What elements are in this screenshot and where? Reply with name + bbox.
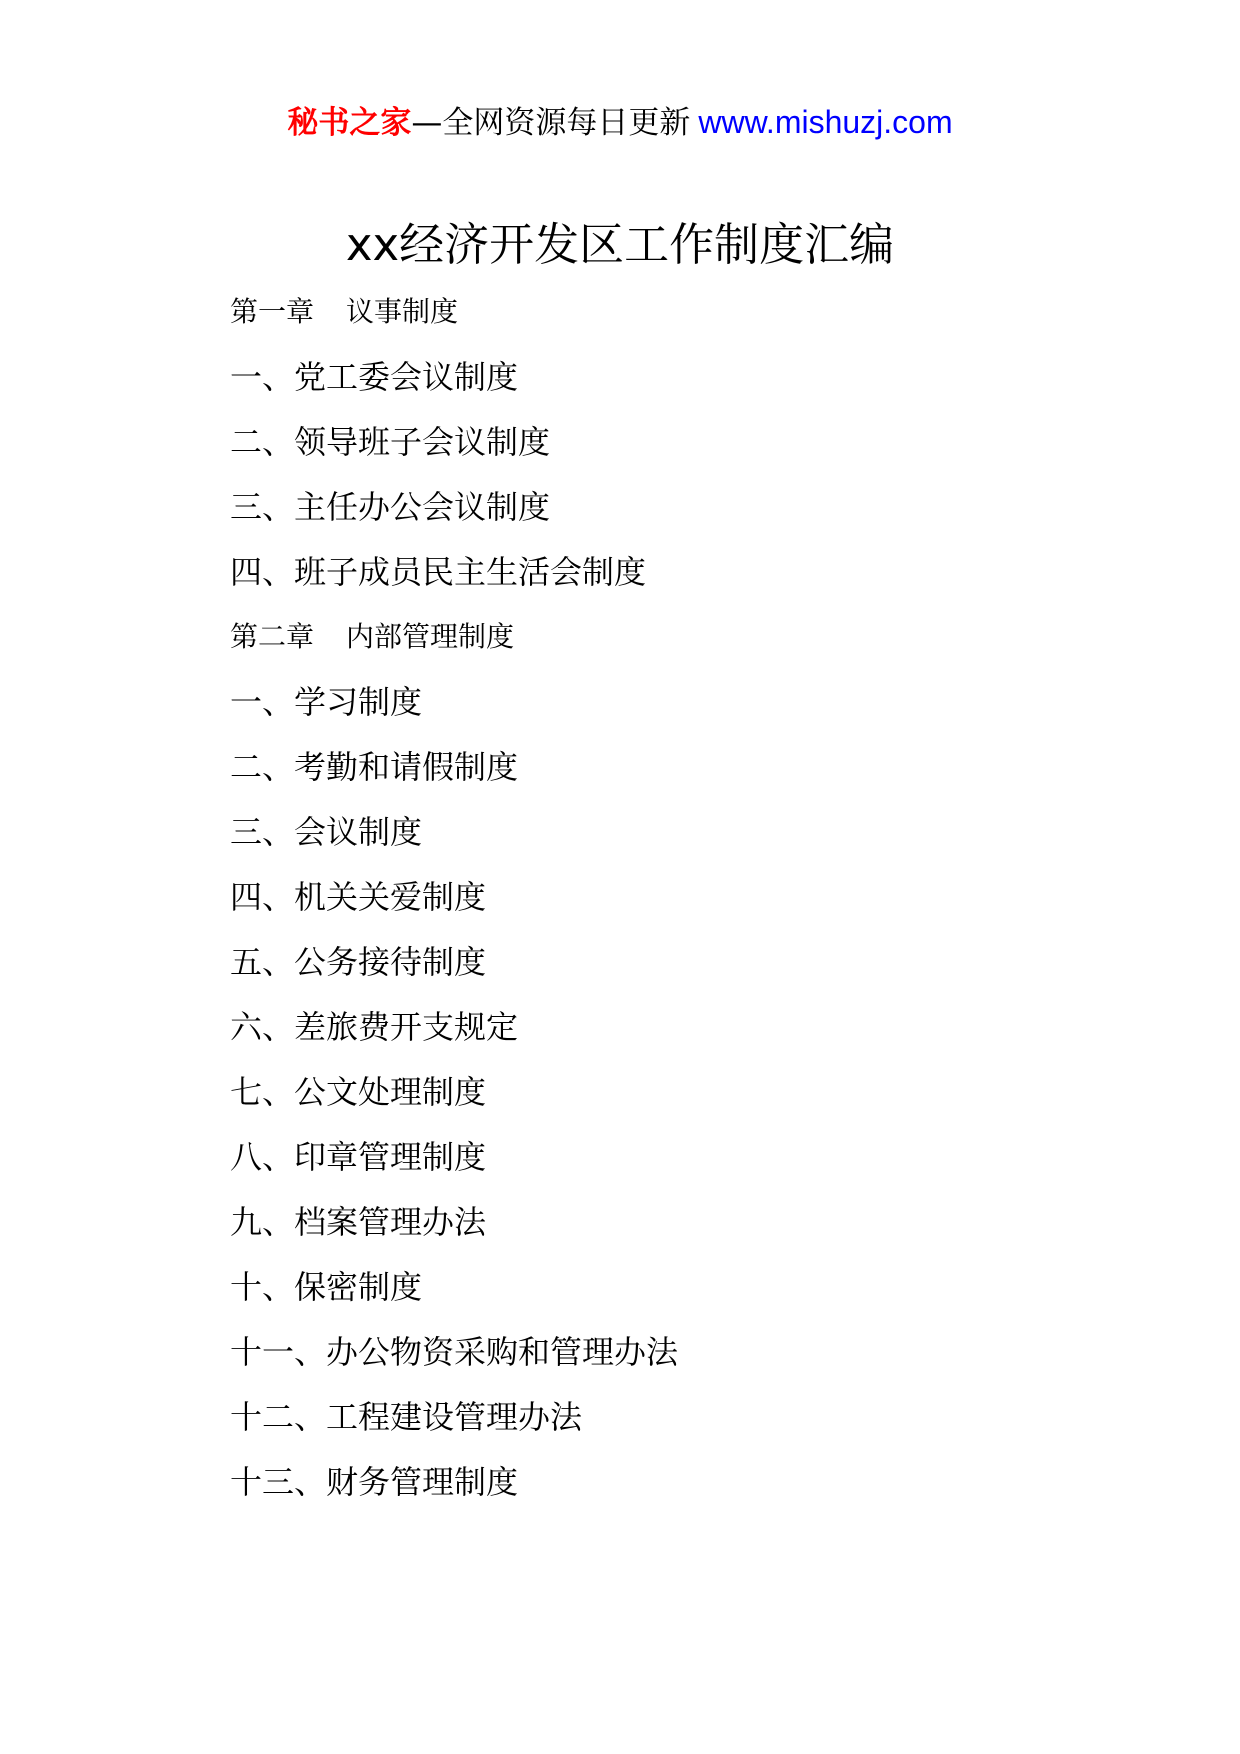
- header-tagline: —全网资源每日更新: [411, 105, 691, 141]
- chapter-heading: [230, 288, 678, 353]
- table-of-contents: [230, 288, 678, 1523]
- toc-item: 一、学习制度: [230, 683, 423, 721]
- toc-item: 六、差旅费开支规定: [230, 1008, 519, 1046]
- toc-item: 五、公务接待制度: [230, 943, 487, 981]
- chapter-label: 第一章: [230, 295, 315, 328]
- chapter-name: 内部管理制度: [346, 620, 515, 653]
- toc-item: 七、公文处理制度: [230, 1073, 487, 1111]
- toc-item: 一、党工委会议制度: [230, 358, 519, 396]
- toc-item: 四、机关关爱制度: [230, 878, 487, 916]
- chapter-heading: [230, 613, 678, 678]
- site-link[interactable]: www.mishuzj.com: [698, 104, 953, 140]
- page-header: [0, 100, 1240, 145]
- toc-item: 十、保密制度: [230, 1268, 423, 1306]
- toc-item: 二、考勤和请假制度: [230, 748, 519, 786]
- toc-item: 九、档案管理办法: [230, 1203, 487, 1241]
- toc-item: 十一、办公物资采购和管理办法: [230, 1333, 679, 1371]
- toc-item: 三、主任办公会议制度: [230, 488, 551, 526]
- toc-item: 十二、工程建设管理办法: [230, 1398, 583, 1436]
- toc-item: 二、领导班子会议制度: [230, 423, 551, 461]
- toc-item: 三、会议制度: [230, 813, 423, 851]
- brand-name: 秘书之家: [287, 105, 412, 141]
- chapter-name: 议事制度: [346, 295, 459, 328]
- chapter-label: 第二章: [230, 620, 315, 653]
- toc-item: 八、印章管理制度: [230, 1138, 487, 1176]
- toc-item: 四、班子成员民主生活会制度: [230, 553, 647, 591]
- toc-item: 十三、财务管理制度: [230, 1463, 519, 1501]
- document-title: xx经济开发区工作制度汇编: [345, 218, 895, 271]
